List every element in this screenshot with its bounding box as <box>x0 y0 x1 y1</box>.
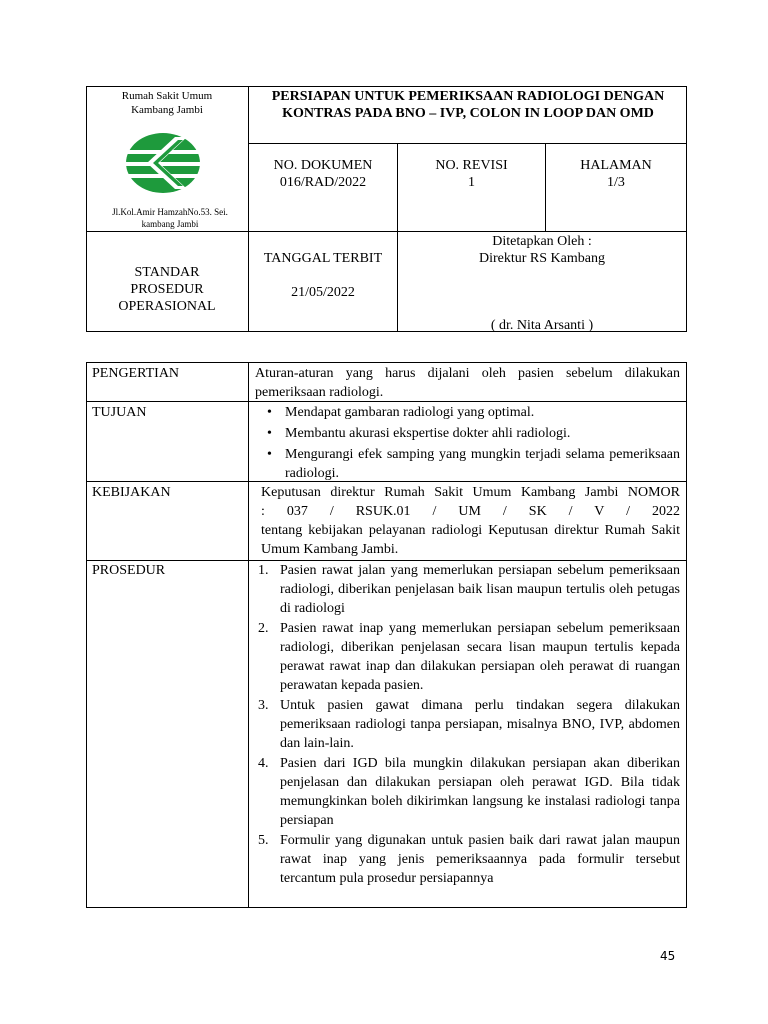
tujuan-item <box>255 403 680 422</box>
tujuan-item-text: Mendapat gambaran radiologi yang optimal. <box>285 405 535 420</box>
kebijakan-line1: Keputusan direktur Rumah Sakit Umum Kambang Jambi NOMOR <box>261 485 680 500</box>
prosedur-item <box>254 561 680 618</box>
page-number: 45 <box>660 949 676 963</box>
tujuan-item <box>255 445 680 483</box>
pengertian-label: PENGERTIAN <box>92 366 180 381</box>
prosedur-item-number: 1. <box>258 563 269 578</box>
hospital-address: Jl.Kol.Amir HamzahNo.53. Sei. kambang Jambi <box>112 207 228 229</box>
prosedur-item-number: 4. <box>258 756 269 771</box>
tujuan-list <box>255 403 680 483</box>
tujuan-label: TUJUAN <box>92 405 147 420</box>
issue-date-label: TANGGAL TERBIT <box>263 251 383 266</box>
hospital-logo <box>125 132 201 194</box>
prosedur-item <box>254 831 680 888</box>
prosedur-item-text: Pasien rawat jalan yang memerlukan persiapan sebelum pemeriksaan radiologi, diberikan penjelasan baik lisan maupun tertulis oleh petugas di radiologi <box>280 563 680 616</box>
prosedur-item <box>254 619 680 695</box>
prosedur-label: PROSEDUR <box>92 563 166 578</box>
pengertian-text: Aturan-aturan yang harus dijalani oleh pasien sebelum dilakukan pemeriksaan radiologi. <box>255 366 680 400</box>
revision-label: NO. REVISI <box>435 158 508 173</box>
hospital-name: Rumah Sakit Umum Kambang Jambi <box>121 90 213 116</box>
prosedur-item-number: 5. <box>258 833 269 848</box>
document-title: PERSIAPAN UNTUK PEMERIKSAAN RADIOLOGI DENGAN KONTRAS PADA BNO – IVP, COLON IN LOOP DAN OMD <box>271 89 665 121</box>
issue-date-value: 21/05/2022 <box>291 285 355 300</box>
prosedur-item-text: Pasien dari IGD bila mungkin dilakukan persiapan akan diberikan penjelasan dan dilakukan persiapan oleh perawat IGD. Bila tidak memungkinkan boleh dikirimkan langsung ke instalasi radiologi tanpa persiapan <box>280 756 680 828</box>
revision-value: 1 <box>468 175 475 190</box>
prosedur-item-number: 2. <box>258 621 269 636</box>
page-label: HALAMAN <box>580 158 652 173</box>
approved-by-name: ( dr. Nita Arsanti ) <box>490 318 594 333</box>
prosedur-item-number: 3. <box>258 698 269 713</box>
prosedur-item-text: Pasien rawat inap yang memerlukan persiapan sebelum pemeriksaan radiologi, diberikan penjelasan secara lisan maupun tertulis kepada perawat rawat inap dan dilakukan persiapan oleh perawat di ruangan perawatan kepada pasien. <box>280 621 680 693</box>
tujuan-item-text: Membantu akurasi ekspertise dokter ahli radiologi. <box>285 426 571 441</box>
prosedur-item-text: Formulir yang digunakan untuk pasien baik dari rawat jalan maupun rawat inap yang jenis pemeriksaannya pada formulir tersebut tercantum pula prosedur persiapannya <box>280 833 680 886</box>
prosedur-item <box>254 754 680 830</box>
kebijakan-label: KEBIJAKAN <box>92 485 171 500</box>
tujuan-item <box>255 424 680 443</box>
tujuan-item-text: Mengurangi efek samping yang mungkin terjadi selama pemeriksaan radiologi. <box>285 447 680 481</box>
doc-number-value: 016/RAD/2022 <box>279 175 367 190</box>
page-value: 1/3 <box>607 175 625 190</box>
prosedur-item-text: Untuk pasien gawat dimana perlu tindakan segera dilakukan pemeriksaan radiologi tanpa persiapan, misalnya BNO, IVP, abdomen dan lain-lain. <box>280 698 680 751</box>
prosedur-item <box>254 696 680 753</box>
approved-by-title: Direktur RS Kambang <box>479 251 605 266</box>
kebijakan-rest: tentang kebijakan pelayanan radiologi Keputusan direktur Rumah Sakit Umum Kambang Jambi. <box>261 523 680 557</box>
doc-number-label: NO. DOKUMEN <box>273 158 373 173</box>
kebijakan-line2: : 037 / RSUK.01 / UM / SK / V / 2022 <box>261 504 680 519</box>
prosedur-list <box>254 561 680 888</box>
approved-by-label: Ditetapkan Oleh : <box>492 234 592 249</box>
sop-label: STANDAR PROSEDUR OPERASIONAL <box>118 265 216 314</box>
